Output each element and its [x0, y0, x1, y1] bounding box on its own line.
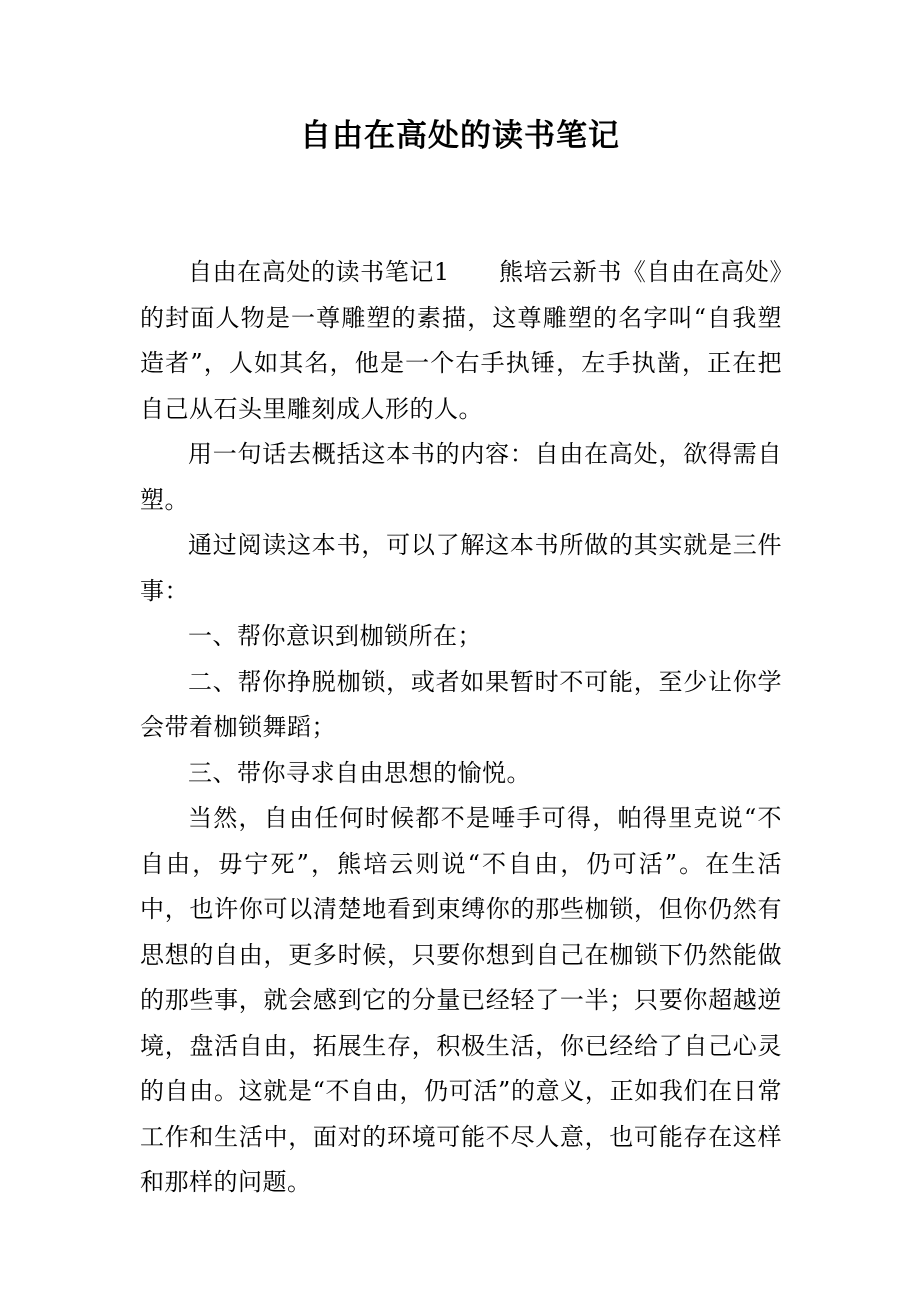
document-body: [140, 250, 782, 1206]
paragraph-6: 三、带你寻求自由思想的愉悦。: [188, 758, 531, 787]
paragraph-2: 用一句话去概括这本书的内容：自由在高处，欲得需自塑。: [140, 440, 782, 514]
paragraph-7: 当然，自由任何时候都不是唾手可得，帕得里克说“不自由，毋宁死”，熊培云则说“不自由，仍可活”。在生活中，也许你可以清楚地看到束缚你的那些枷锁，但你仍然有思想的自由，更多时候，只要你想到自己在枷锁下仍然能做的那些事，就会感到它的分量已经轻了一半；只要你超越逆境，盘活自由，拓展生存，积极生活，你已经给了自己心灵的自由。这就是“不自由，仍可活”的意义，正如我们在日常工作和生活中，面对的环境可能不尽人意，也可能存在这样和那样的问题。: [140, 804, 782, 1196]
paragraph-3: 通过阅读这本书，可以了解这本书所做的其实就是三件事：: [140, 531, 782, 605]
paragraph-4: 一、帮你意识到枷锁所在；: [188, 622, 482, 650]
paragraph-1: 自由在高处的读书笔记1 熊培云新书《自由在高处》的封面人物是一尊雕塑的素描，这尊雕塑的名字叫“自我塑造者”，人如其名，他是一个右手执锤，左手执凿，正在把自己从石头里雕刻成人形的人。: [140, 258, 782, 423]
document-title: 自由在高处的读书笔记: [300, 118, 620, 154]
paragraph-5: 二、帮你挣脱枷锁，或者如果暂时不可能，至少让你学会带着枷锁舞蹈；: [140, 667, 782, 741]
